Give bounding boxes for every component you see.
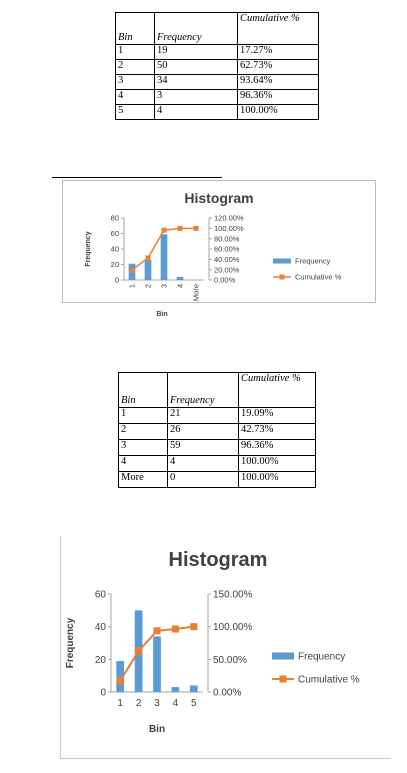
cumulative-marker (130, 268, 135, 273)
x-axis-title: Bin (148, 724, 166, 735)
cell-frequency: 0 (168, 472, 239, 488)
histogram-chart-1-svg (63, 181, 375, 318)
cumulative-marker (154, 627, 161, 634)
histogram-chart-2-svg (61, 536, 391, 758)
cumulative-marker (172, 626, 179, 633)
table-row (116, 45, 319, 60)
y-tick-label: 0 (114, 275, 119, 285)
cell-frequency: 34 (155, 75, 238, 90)
cell-cumulative: 19.09% (239, 408, 316, 424)
cell-bin: 1 (119, 408, 168, 424)
frequency-bar (153, 636, 161, 692)
cumulative-marker (178, 226, 183, 231)
x-tick-label: 1 (127, 284, 137, 289)
y-axis-title: Frequency (85, 231, 92, 267)
cell-cumulative: 100.00% (238, 105, 319, 120)
table-row (116, 90, 319, 105)
frequency-bar (161, 234, 168, 280)
cell-bin: 2 (119, 424, 168, 440)
cumulative-marker (135, 648, 142, 655)
cell-frequency: 26 (168, 424, 239, 440)
x-tick-label: 4 (175, 284, 185, 289)
y2-tick-label: 150.00% (213, 589, 253, 601)
legend-swatch-frequency (273, 259, 291, 264)
frequency-bar (177, 277, 184, 280)
cell-frequency: 59 (168, 440, 239, 456)
y2-tick-label: 80.00% (214, 234, 240, 244)
y-tick-label: 60 (94, 589, 106, 601)
header-frequency: Frequency (168, 373, 239, 408)
x-tick-label: 1 (117, 698, 123, 709)
chart-title: Histogram (168, 549, 268, 571)
cell-frequency: 3 (155, 90, 238, 105)
table-header-row (116, 13, 319, 45)
y-tick-label: 20 (94, 654, 106, 666)
y-tick-label: 40 (110, 244, 119, 254)
table-row (116, 105, 319, 120)
y2-tick-label: 0.00% (213, 687, 242, 699)
cell-bin: 1 (116, 45, 155, 60)
table-row (116, 75, 319, 90)
x-tick-label: 2 (135, 698, 142, 709)
legend-label-frequency: Frequency (295, 256, 331, 266)
table-row (116, 60, 319, 75)
cell-bin: More (119, 472, 168, 488)
cell-cumulative: 96.36% (238, 90, 319, 105)
x-tick-label: 4 (172, 698, 179, 709)
histogram-chart-1 (62, 180, 376, 318)
cell-frequency: 50 (155, 60, 238, 75)
cell-cumulative: 42.73% (239, 424, 316, 440)
cell-cumulative: 17.27% (238, 45, 319, 60)
table-row (119, 424, 316, 440)
x-axis-title: Bin (156, 311, 168, 318)
cumulative-marker (190, 623, 197, 630)
y2-tick-label: 20.00% (214, 265, 240, 275)
frequency-table-1 (115, 12, 319, 120)
histogram-chart-2 (60, 536, 391, 759)
legend-label-cumulative: Cumulative % (295, 272, 342, 282)
legend-swatch-cumulative-marker (280, 275, 285, 280)
y2-tick-label: 100.00% (214, 223, 244, 233)
y-tick-label: 80 (110, 213, 119, 223)
cell-bin: 4 (119, 456, 168, 472)
header-cumulative: Cumulative % (238, 13, 319, 45)
table-row (119, 456, 316, 472)
cell-cumulative: 100.00% (239, 456, 316, 472)
cumulative-marker (194, 226, 199, 231)
x-tick-label: 2 (143, 284, 153, 289)
table-row (119, 408, 316, 424)
y-tick-label: 0 (100, 687, 106, 699)
y-tick-label: 60 (110, 229, 119, 239)
y2-tick-label: 120.00% (214, 213, 244, 223)
header-frequency: Frequency (155, 13, 238, 45)
cell-bin: 3 (116, 75, 155, 90)
cell-cumulative: 96.36% (239, 440, 316, 456)
table-row (119, 440, 316, 456)
cell-cumulative: 93.64% (238, 75, 319, 90)
header-cumulative: Cumulative % (239, 373, 316, 408)
chart-title: Histogram (184, 190, 254, 206)
x-tick-label: 5 (191, 698, 197, 709)
frequency-bar (145, 260, 152, 280)
y-axis-title: Frequency (65, 617, 76, 669)
cumulative-marker (146, 255, 151, 260)
y2-tick-label: 0.00% (214, 275, 236, 285)
table-header-row (119, 373, 316, 408)
y2-tick-label: 100.00% (213, 622, 253, 634)
cell-frequency: 4 (155, 105, 238, 120)
y2-tick-label: 40.00% (214, 254, 240, 264)
cell-frequency: 4 (168, 456, 239, 472)
cell-frequency: 21 (168, 408, 239, 424)
x-tick-label: 3 (159, 284, 169, 289)
table-row (119, 472, 316, 488)
y-tick-label: 20 (110, 260, 119, 270)
legend-swatch-frequency (272, 653, 294, 660)
cumulative-marker (162, 228, 167, 233)
cell-bin: 2 (116, 60, 155, 75)
frequency-bar (190, 685, 198, 692)
header-bin: Bin (119, 373, 168, 408)
frequency-table-2 (118, 372, 316, 488)
cell-bin: 5 (116, 105, 155, 120)
separator-line (52, 177, 222, 178)
cell-bin: 3 (119, 440, 168, 456)
y2-tick-label: 60.00% (214, 244, 240, 254)
cell-frequency: 19 (155, 45, 238, 60)
cell-bin: 4 (116, 90, 155, 105)
cumulative-marker (117, 677, 124, 684)
frequency-bar (172, 687, 180, 692)
x-tick-label: 3 (154, 698, 160, 709)
legend-swatch-cumulative-marker (280, 676, 287, 683)
header-bin: Bin (116, 13, 155, 45)
cell-cumulative: 100.00% (239, 472, 316, 488)
cell-cumulative: 62.73% (238, 60, 319, 75)
legend-label-cumulative: Cumulative % (298, 674, 360, 686)
legend-label-frequency: Frequency (298, 651, 346, 663)
x-tick-label: More (191, 284, 201, 302)
y2-tick-label: 50.00% (213, 654, 247, 666)
y-tick-label: 40 (94, 622, 106, 634)
